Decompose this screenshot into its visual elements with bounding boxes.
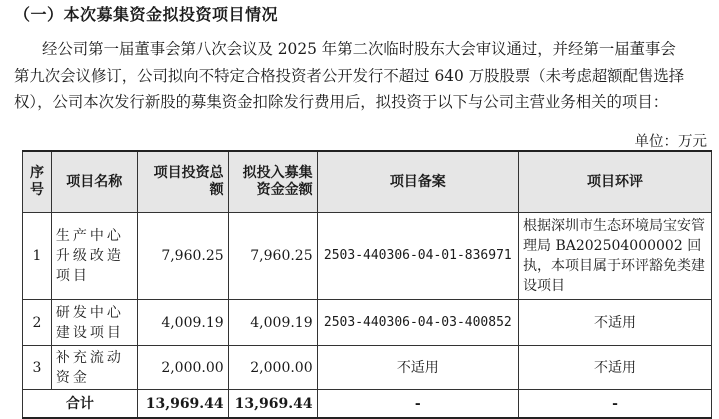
row-env: 不适用 bbox=[519, 346, 712, 390]
row-record: 2503-440306-04-03-400852 bbox=[317, 300, 518, 346]
paragraph-line-2: 第九次会议修订，公司拟向不特定合格投资者公开发行不超过 640 万股股票（未考虑超额配售选择 bbox=[14, 66, 685, 85]
row-name: 补充流动资金 bbox=[51, 346, 137, 390]
table-header-row bbox=[23, 151, 712, 213]
row-record: 2503-440306-04-01-836971 bbox=[317, 213, 518, 300]
header-name: 项目名称 bbox=[51, 151, 137, 213]
header-total: 项目投资总额 bbox=[137, 151, 228, 213]
table-row bbox=[23, 213, 712, 300]
row-env: 不适用 bbox=[519, 300, 712, 346]
row-total: 7,960.25 bbox=[137, 213, 228, 300]
row-no: 1 bbox=[23, 213, 52, 300]
paragraph-line-3: 权），公司本次发行新股的募集资金扣除发行费用后，拟投资于以下与公司主营业务相关的项目： bbox=[14, 93, 669, 111]
row-no: 3 bbox=[23, 346, 52, 390]
row-name: 生产中心升级改造项目 bbox=[51, 213, 137, 300]
table-row bbox=[23, 300, 712, 346]
table-row bbox=[23, 346, 712, 390]
total-sum: 13,969.44 bbox=[137, 390, 228, 419]
header-env: 项目环评 bbox=[519, 151, 712, 213]
row-record: 不适用 bbox=[317, 346, 518, 390]
total-env: - bbox=[519, 390, 712, 419]
header-record: 项目备案 bbox=[317, 151, 518, 213]
header-raise: 拟投入募集资金金额 bbox=[228, 151, 317, 213]
row-name: 研发中心建设项目 bbox=[51, 300, 137, 346]
row-env: 根据深圳市生态环境局宝安管理局 BA202504000002 回执，本项目属于环评豁免类建设项目 bbox=[519, 213, 712, 300]
row-total: 4,009.19 bbox=[137, 300, 228, 346]
total-raise: 13,969.44 bbox=[228, 390, 317, 419]
unit-label: 单位：万元 bbox=[634, 134, 707, 150]
row-raise: 7,960.25 bbox=[228, 213, 317, 300]
total-label: 合计 bbox=[23, 390, 138, 419]
intro-paragraph bbox=[14, 36, 706, 116]
row-raise: 2,000.00 bbox=[228, 346, 317, 390]
investment-projects-table bbox=[22, 150, 712, 419]
total-record: - bbox=[317, 390, 518, 419]
row-total: 2,000.00 bbox=[137, 346, 228, 390]
table-total-row bbox=[23, 390, 712, 419]
paragraph-line-1: 经公司第一届董事会第八次会议及 2025 年第二次临时股东大会审议通过，并经第一届董事会 bbox=[42, 40, 676, 58]
row-no: 2 bbox=[23, 300, 52, 346]
section-heading: （一）本次募集资金拟投资项目情况 bbox=[14, 5, 279, 24]
header-no: 序号 bbox=[23, 151, 52, 213]
row-raise: 4,009.19 bbox=[228, 300, 317, 346]
